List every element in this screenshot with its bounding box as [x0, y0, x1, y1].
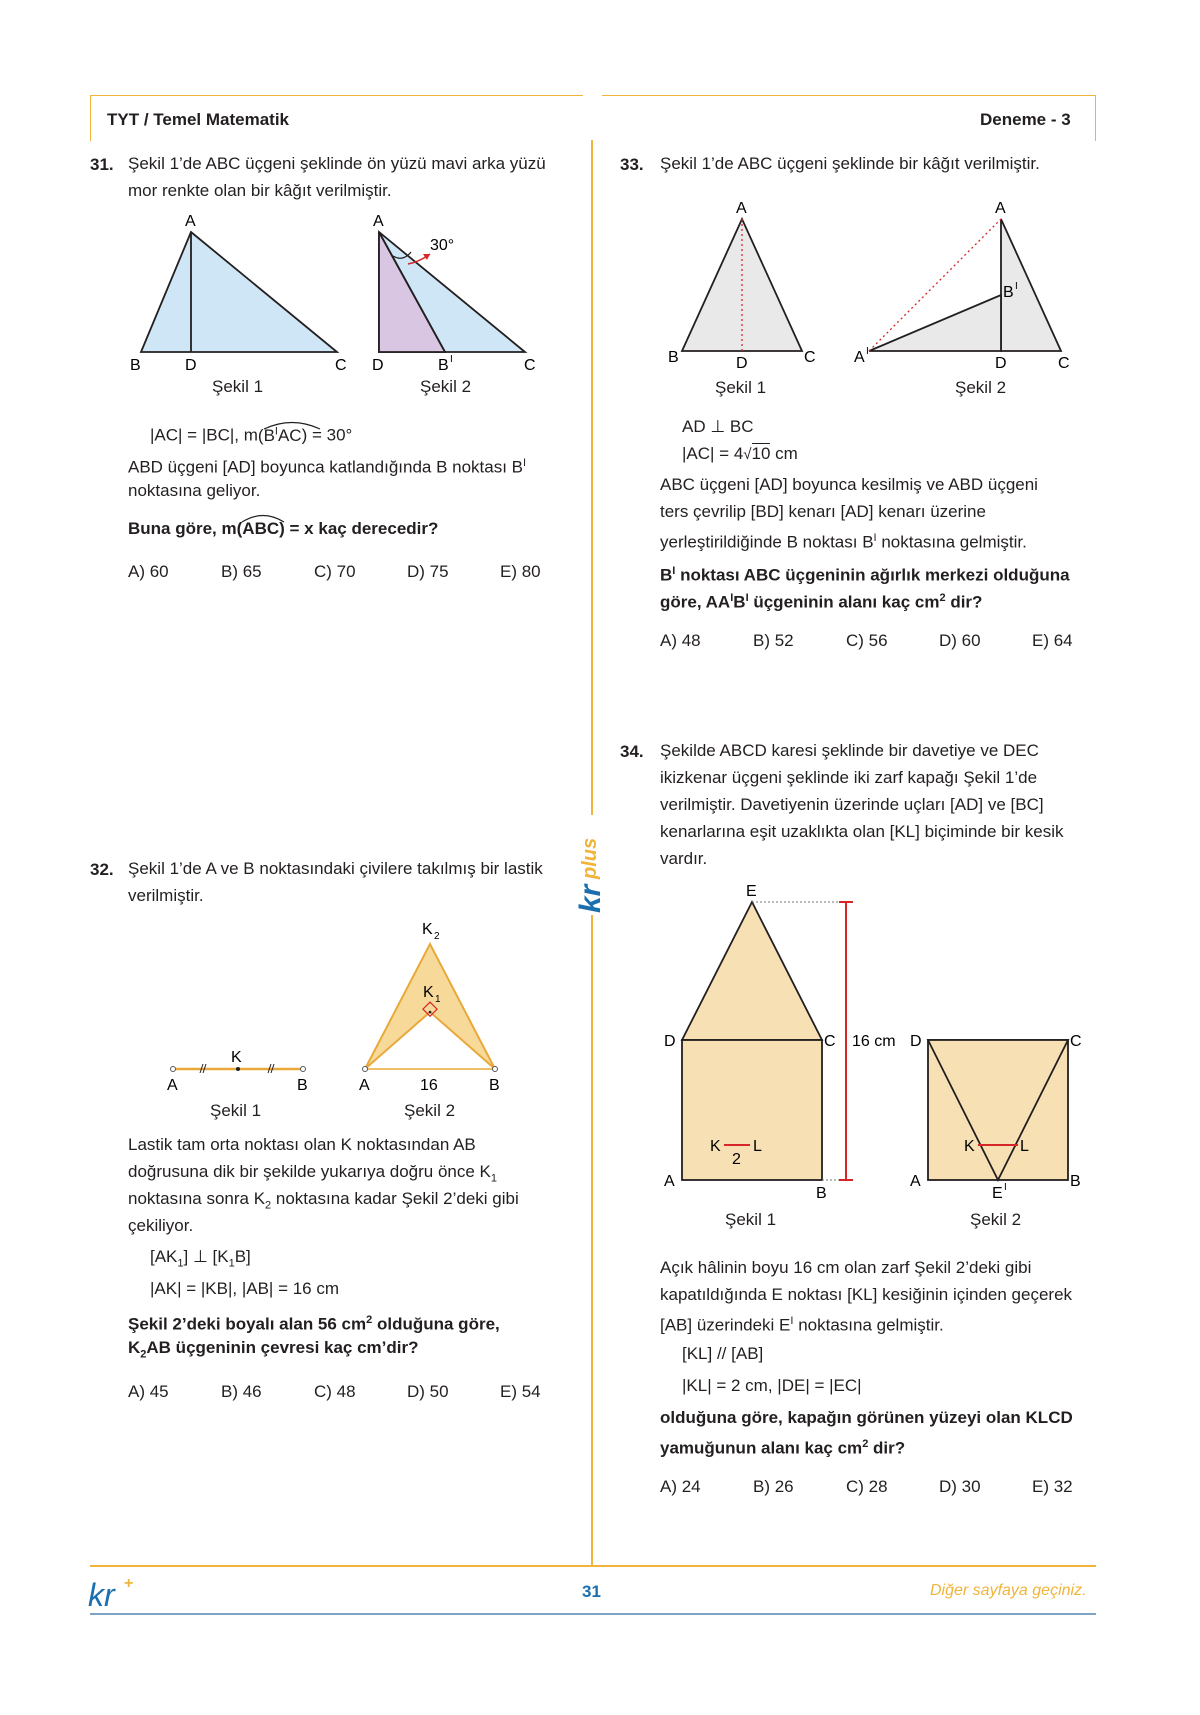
q32-question2-b: AB üçgeninin çevresi kaç cm’dir?: [146, 1338, 419, 1357]
q31-label-a: A: [185, 213, 196, 230]
q32-line2-a: doğrusuna dik bir şekilde yukarıya doğru önce K: [128, 1162, 491, 1181]
q32-nail-a: [171, 1067, 176, 1072]
q31-option-c[interactable]: C) 70: [314, 562, 356, 581]
q33-label-bprime: B: [1003, 284, 1014, 301]
q31-question-a: Buna göre, m: [128, 519, 237, 538]
q34-label-d: D: [664, 1033, 676, 1050]
q32-line4: çekiliyor.: [128, 1216, 194, 1235]
q34-label-b2: B: [1070, 1173, 1081, 1190]
q32-given2: |AK| = |KB|, |AB| = 16 cm: [150, 1279, 340, 1298]
q33-question2-a: göre, AA: [660, 592, 731, 612]
q33-line1: ABC üçgeni [AD] boyunca kesilmiş ve ABD üçgeni: [660, 475, 1038, 494]
q34-label-eprime-mark: I: [1004, 1182, 1007, 1193]
q34-option-c[interactable]: C) 28: [846, 1477, 888, 1496]
q33-label-c2: C: [1058, 355, 1070, 370]
q34-flap-dec: [682, 902, 822, 1040]
q34-label-d2: D: [910, 1033, 922, 1050]
q33-label-a2: A: [995, 200, 1006, 217]
q34-option-e[interactable]: E) 32: [1032, 1477, 1073, 1496]
next-page-note: Diğer sayfaya geçiniz.: [930, 1582, 1087, 1599]
q34-label-c: C: [824, 1033, 836, 1050]
q32-label-b: B: [297, 1077, 308, 1092]
q31-label-bprime: B: [438, 357, 449, 374]
q34-label-k: K: [710, 1138, 721, 1155]
q32-question1-sup: 2: [366, 1314, 373, 1326]
q32-text-line2: verilmiştir.: [128, 886, 204, 905]
svg-text:plus: plus: [579, 837, 601, 879]
q34-para2: kapatıldığında E noktası [KL] kesiğinin içinden geçerek: [660, 1285, 1073, 1304]
q32-shaded-region: [365, 944, 495, 1069]
q34-line1: Şekilde ABCD karesi şeklinde bir davetiye ve DEC: [660, 741, 1039, 760]
q33-question2-d: dir?: [945, 592, 983, 612]
q32-line1: Lastik tam orta noktası olan K noktasından AB: [128, 1135, 476, 1154]
footer-logo-text: kr: [88, 1577, 115, 1613]
svg-text:kr: kr: [574, 884, 607, 913]
q32-label-a2: A: [359, 1077, 370, 1092]
q34-question2: [660, 1431, 905, 1462]
q31-arrowhead: [423, 254, 430, 260]
q31-line3: noktasına geliyor.: [128, 481, 261, 500]
q34-option-b[interactable]: B) 26: [753, 1477, 794, 1496]
q33-line3: [660, 525, 1027, 556]
q33-caption-2: Şekil 2: [955, 378, 1007, 397]
q34-label-k2: K: [964, 1138, 975, 1155]
q32-option-d[interactable]: D) 50: [407, 1382, 449, 1401]
q33-given1: AD ⊥ BC: [682, 417, 754, 436]
q31-given-prime: I: [274, 425, 278, 437]
q32-label-a: A: [167, 1077, 178, 1092]
q32-label-k1-sub: 1: [435, 994, 441, 1005]
q33-question2-c: üçgeninin alanı kaç cm: [748, 592, 940, 612]
q33-line3-prime: I: [873, 532, 877, 544]
q32-label-b2: B: [489, 1077, 500, 1092]
q33-option-d[interactable]: D) 60: [939, 631, 981, 650]
q31-label-d2: D: [372, 357, 384, 374]
q34-label-a: A: [664, 1173, 675, 1190]
q34-line4: kenarlarına eşit uzaklıkta olan [KL] biçiminde bir kesik: [660, 822, 1064, 841]
q34-figures: [660, 880, 1100, 1210]
q31-label-d: D: [185, 357, 197, 374]
q32-point-k: [236, 1067, 240, 1071]
q32-given1-a: [AK: [150, 1247, 178, 1266]
q32-option-b[interactable]: B) 46: [221, 1382, 262, 1401]
q31-given: |AC| = |BC|, $m(B^IAC$ ) = 30°: [150, 418, 352, 449]
footer-kr-logo: [88, 1572, 148, 1614]
q33-number: 33.: [620, 155, 644, 174]
q32-option-a[interactable]: A) 45: [128, 1382, 169, 1401]
q32-question1-a: Şekil 2’deki boyalı alan 56 cm: [128, 1314, 367, 1334]
q33-label-d: D: [736, 355, 748, 370]
q34-label-l2: L: [1020, 1138, 1029, 1155]
q33-question2-sup: 2: [939, 592, 946, 604]
q33-option-e[interactable]: E) 64: [1032, 631, 1073, 650]
q33-label-a: A: [736, 200, 747, 217]
q33-label-aprime-mark: I: [866, 346, 869, 357]
q32-option-c[interactable]: C) 48: [314, 1382, 356, 1401]
q32-given1-c: B]: [234, 1247, 251, 1266]
q34-para3: [660, 1308, 944, 1339]
q32-label-k: K: [231, 1049, 242, 1066]
q32-line2-sub: 1: [490, 1172, 498, 1185]
q31-option-d[interactable]: D) 75: [407, 562, 449, 581]
q31-text-line2: mor renkte olan bir kâğıt verilmiştir.: [128, 181, 392, 200]
q32-given1-b: ] ⊥ [K: [183, 1247, 229, 1266]
q31-triangle-abc: [141, 232, 337, 352]
q31-given-d: ) = 30°: [301, 425, 353, 445]
q31-option-a[interactable]: A) 60: [128, 562, 169, 581]
q34-option-a[interactable]: A) 24: [660, 1477, 701, 1496]
column-divider-top: [591, 140, 593, 815]
footer-rule-top: [90, 1565, 1096, 1567]
header-exam: Deneme - 3: [980, 110, 1071, 129]
q32-question2: [128, 1334, 419, 1368]
footer-rule-bottom: [90, 1613, 1096, 1615]
q32-nail-b: [301, 1067, 306, 1072]
q33-caption-1: Şekil 1: [715, 378, 767, 397]
q34-options: [660, 1477, 1125, 1497]
q34-line3: verilmiştir. Davetiyenin üzerinde uçları [AD] ve [BC]: [660, 795, 1044, 814]
q32-line3-b: noktasına kadar Şekil 2’deki gibi: [271, 1189, 519, 1208]
q34-question2-a: yamuğunun alanı kaç cm: [660, 1438, 863, 1458]
q33-label-d2: D: [995, 355, 1007, 370]
q34-label-16cm: 16 cm: [852, 1033, 896, 1050]
q31-caption-1: Şekil 1: [212, 377, 264, 396]
q34-para3-prime: I: [790, 1315, 794, 1327]
q31-line2-a: ABD üçgeni [AD] boyunca katlandığında B noktası B: [128, 457, 524, 477]
q33-option-b[interactable]: B) 52: [753, 631, 794, 650]
q31-given-c: AC: [277, 425, 302, 445]
q31-label-c2: C: [524, 357, 536, 374]
q32-label-k2: K: [422, 921, 433, 938]
q31-number: 31.: [90, 155, 114, 174]
q34-label-l: L: [753, 1138, 762, 1155]
q33-option-a[interactable]: A) 48: [660, 631, 701, 650]
q31-given-a: |AC| = |BC|, m: [150, 425, 258, 445]
q32-text-line1: Şekil 1’de A ve B noktasındaki çivilere takılmış bir lastik: [128, 859, 543, 878]
q34-para1: Açık hâlinin boyu 16 cm olan zarf Şekil 2’deki gibi: [660, 1258, 1032, 1277]
q33-text-line1: Şekil 1’de ABC üçgeni şeklinde bir kâğıt verilmiştir.: [660, 154, 1040, 173]
q33-question1-b: noktası ABC üçgeninin ağırlık merkezi olduğuna: [675, 565, 1070, 585]
q31-label-a2: A: [373, 213, 384, 230]
q31-angle-label: 30°: [430, 237, 455, 254]
q33-given2-root: 10: [751, 444, 771, 463]
q34-given2: |KL| = 2 cm, |DE| = |EC|: [682, 1376, 862, 1395]
q34-label-2: 2: [732, 1151, 741, 1168]
q32-figures: [155, 912, 535, 1092]
q32-option-e[interactable]: E) 54: [500, 1382, 541, 1401]
q32-given1-sub2: 1: [228, 1257, 235, 1270]
q32-given1: [150, 1243, 251, 1277]
q33-question1-prime: I: [672, 565, 676, 577]
q33-options: [660, 631, 1125, 651]
q33-label-b: B: [668, 349, 679, 366]
q34-label-a2: A: [910, 1173, 921, 1190]
q31-options: [128, 562, 593, 582]
q33-flipped-triangle: [869, 295, 1001, 351]
q34-para3-b: noktasına gelmiştir.: [793, 1315, 944, 1335]
q32-nail-a2: [363, 1067, 368, 1072]
q33-question2-prime1: I: [730, 592, 734, 604]
q33-line3-a: yerleştirildiğinde B noktası B: [660, 532, 874, 552]
q33-question2: [660, 585, 982, 616]
q31-figures: [125, 210, 545, 410]
q34-caption-1: Şekil 1: [725, 1210, 777, 1229]
q34-line2: ikizkenar üçgeni şeklinde iki zarf kapağı Şekil 1’de: [660, 768, 1038, 787]
q33-line2: ters çevrilip [BD] kenarı [AD] kenarı üzerine: [660, 502, 986, 521]
q31-line2-prime: I: [523, 457, 527, 469]
q32-question2-sub: 2: [140, 1348, 147, 1361]
kr-plus-side-logo: [572, 808, 612, 918]
q31-option-e[interactable]: E) 80: [500, 562, 541, 581]
q31-question-b: ABC: [242, 519, 280, 538]
q33-given2-c: cm: [770, 444, 798, 463]
q32-caption-2: Şekil 2: [404, 1101, 456, 1120]
column-divider-bottom: [591, 915, 593, 1565]
q33-question2-b: B: [733, 592, 746, 612]
q34-question2-b: dir?: [868, 1438, 906, 1458]
q34-label-c2: C: [1070, 1033, 1082, 1050]
q33-question1-a: B: [660, 565, 673, 585]
q32-caption-1: Şekil 1: [210, 1101, 262, 1120]
q31-label-c: C: [335, 357, 347, 374]
q32-label-16: 16: [420, 1077, 438, 1092]
q34-question2-sup: 2: [862, 1438, 869, 1450]
q34-option-d[interactable]: D) 30: [939, 1477, 981, 1496]
q33-figures: [660, 195, 1100, 370]
q32-number: 32.: [90, 860, 114, 879]
q34-given1: [KL] // [AB]: [682, 1344, 764, 1363]
q32-options: [128, 1382, 593, 1402]
q34-question1: olduğuna göre, kapağın görünen yüzeyi olan KLCD: [660, 1408, 1073, 1427]
q34-square-abcd: [682, 1040, 822, 1180]
q31-option-b[interactable]: B) 65: [221, 562, 262, 581]
q31-text-line1: Şekil 1’de ABC üçgeni şeklinde ön yüzü mavi arka yüzü: [128, 154, 546, 173]
q34-label-b: B: [816, 1185, 827, 1202]
q31-arc-mark: [262, 420, 322, 430]
q34-caption-2: Şekil 2: [970, 1210, 1022, 1229]
svg-text:+: +: [124, 1575, 134, 1592]
q32-nail-b2: [493, 1067, 498, 1072]
q33-question2-prime2: I: [745, 592, 749, 604]
q32-question2-a: K: [128, 1338, 141, 1357]
q33-given2: |AC| = 4√10 cm: [682, 444, 798, 463]
q33-label-aprime: A: [854, 349, 865, 366]
q34-line5: vardır.: [660, 849, 708, 868]
q32-line3-sub: 2: [265, 1199, 272, 1212]
page-number: 31: [582, 1582, 601, 1601]
q31-label-bprime-mark: I: [450, 354, 453, 365]
q31-label-b: B: [130, 357, 141, 374]
q33-line3-b: noktasına gelmiştir.: [876, 532, 1027, 552]
q32-question1-b: olduğuna göre,: [372, 1314, 500, 1334]
q31-question-arc: [240, 513, 286, 523]
q31-given-b: B: [263, 425, 275, 445]
q34-label-eprime: E: [992, 1185, 1003, 1202]
q34-label-e: E: [746, 883, 757, 900]
q33-given2-a: |AC| = 4: [682, 444, 744, 463]
q33-label-bprime-mark: I: [1015, 281, 1018, 292]
q33-option-c[interactable]: C) 56: [846, 631, 888, 650]
q33-label-c: C: [804, 349, 816, 366]
q31-question-c: = x kaç derecedir?: [284, 519, 439, 538]
q32-given1-sub1: 1: [177, 1257, 184, 1270]
q34-number: 34.: [620, 742, 644, 761]
q32-label-k1: K: [423, 984, 434, 1001]
header-subject: TYT / Temel Matematik: [107, 110, 290, 129]
q34-para3-a: [AB] üzerindeki E: [660, 1315, 791, 1335]
q32-line3-a: noktasına sonra K: [128, 1189, 266, 1208]
q32-label-k2-sub: 2: [434, 931, 440, 942]
q31-question: Buna göre, m(ABC ) = x kaç derecedir?: [128, 515, 438, 542]
q31-caption-2: Şekil 2: [420, 377, 472, 396]
